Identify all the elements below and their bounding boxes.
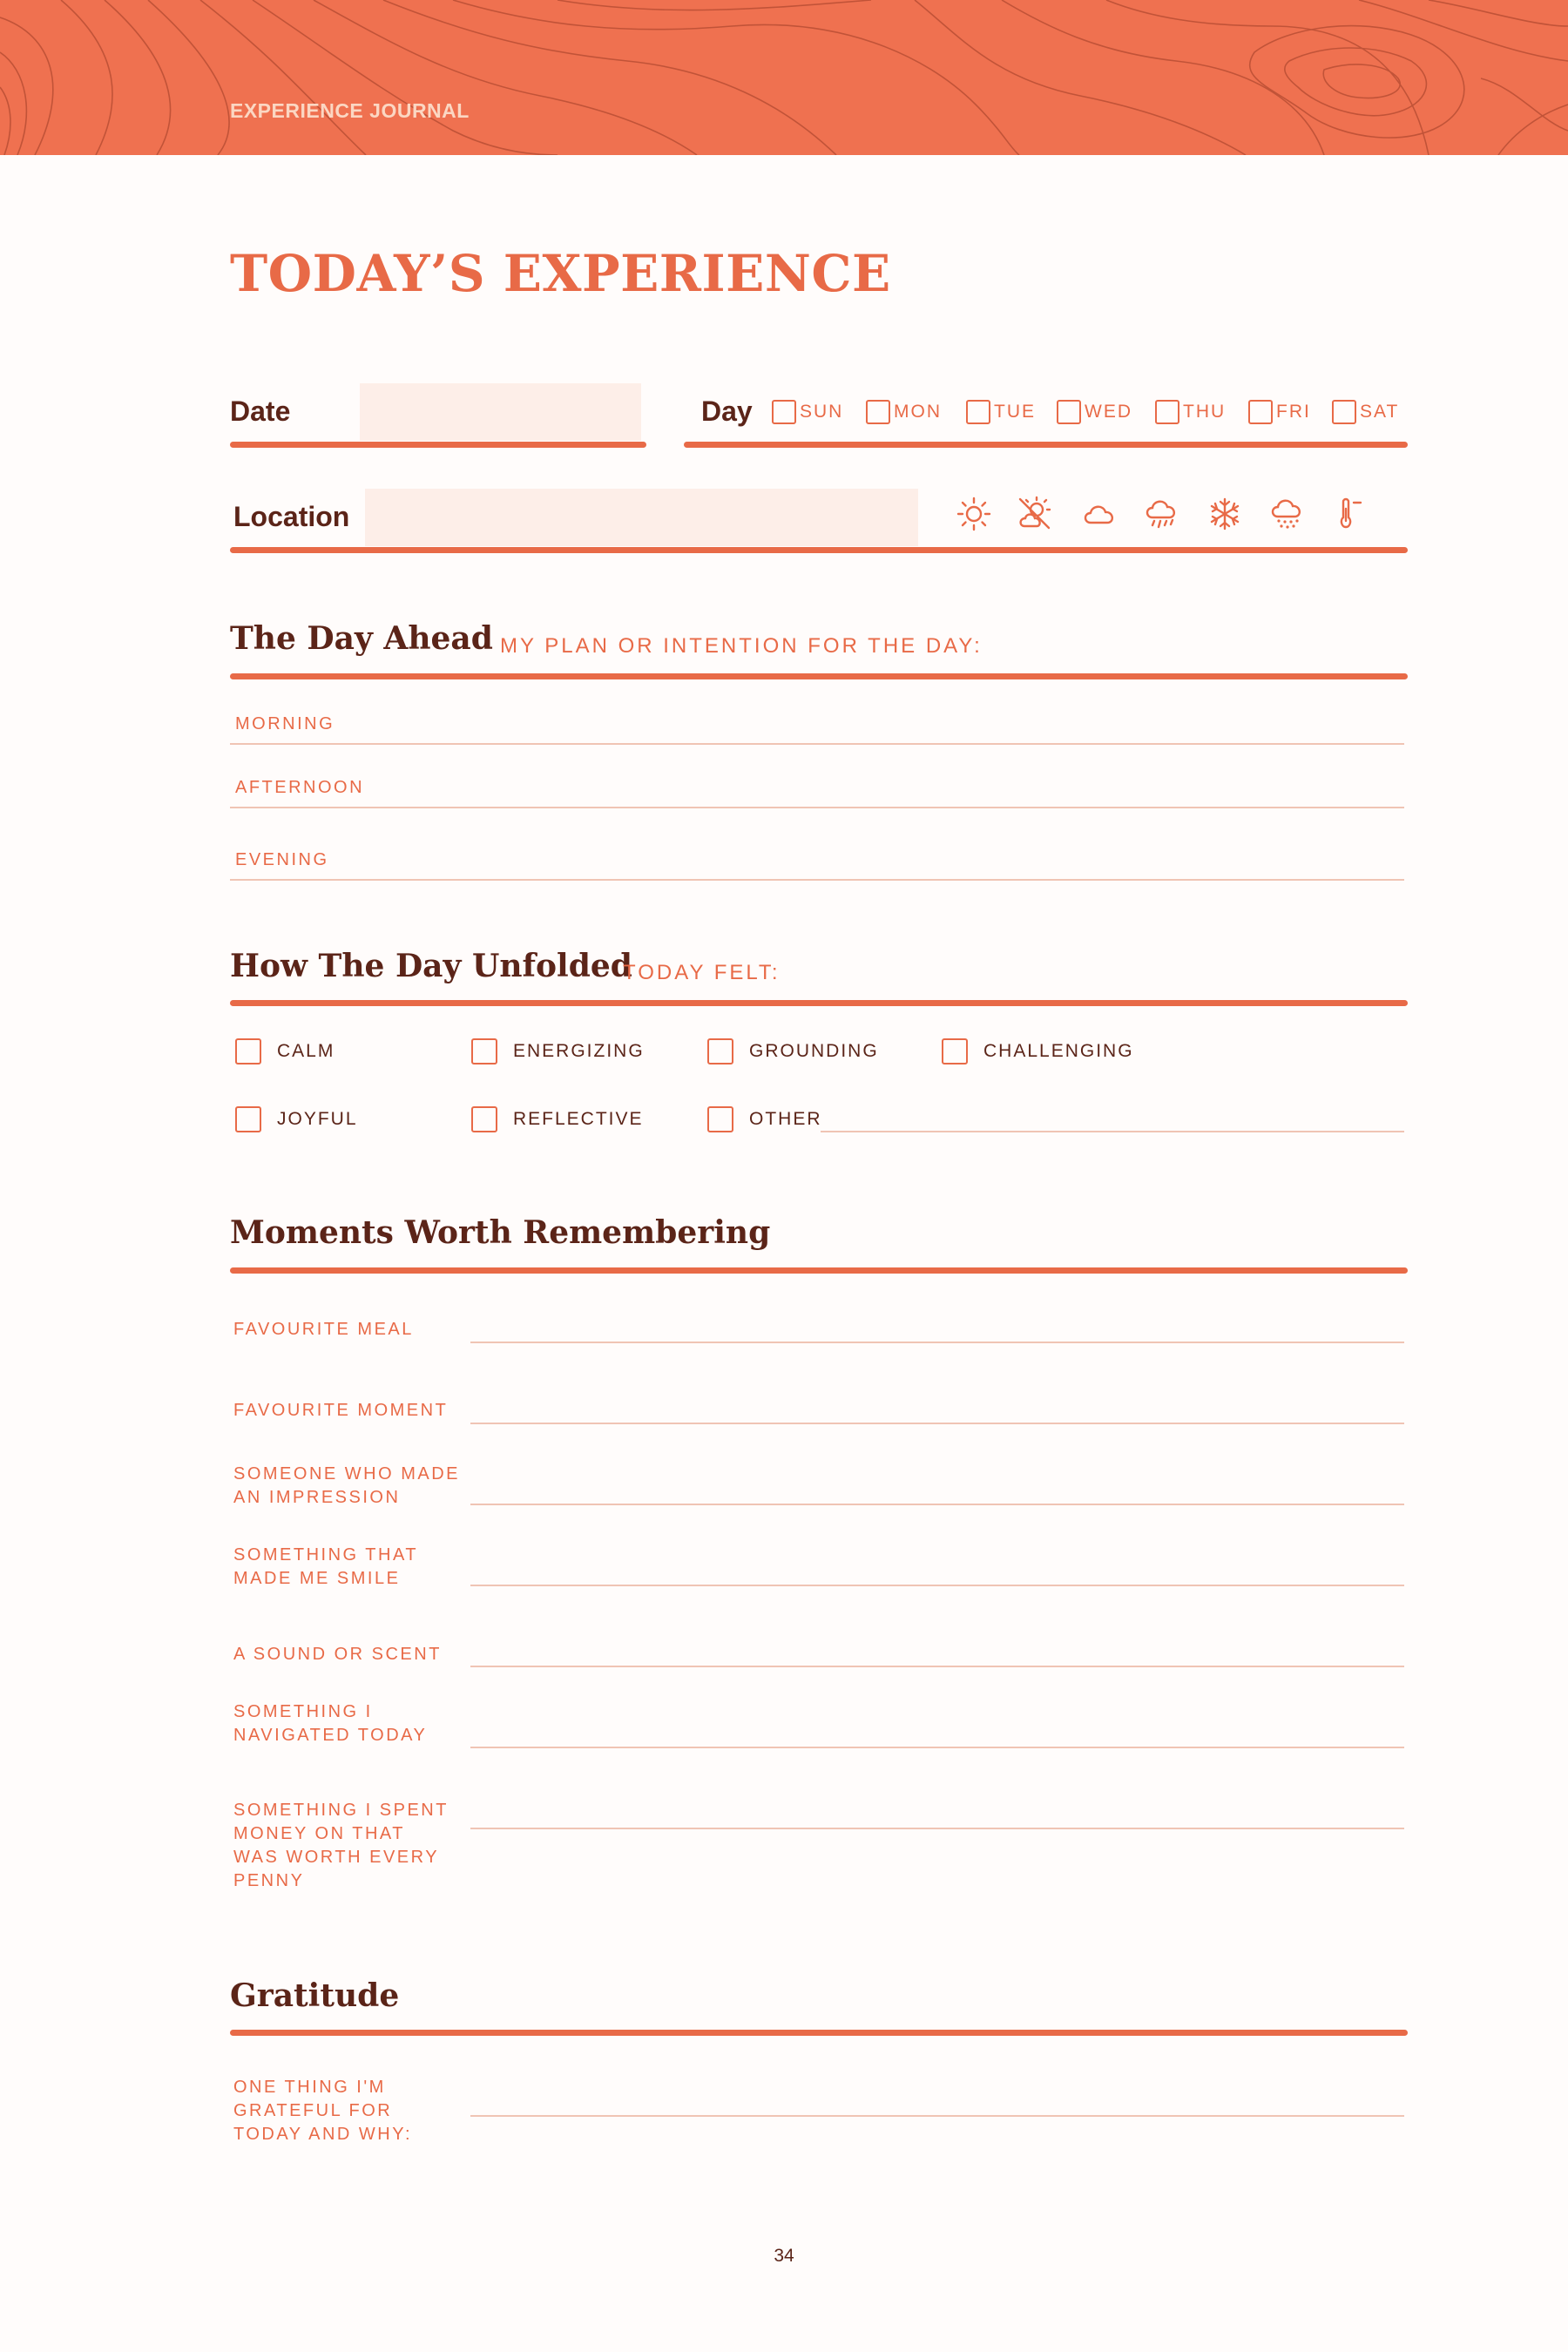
unfolded-subtitle: TODAY FELT: (623, 961, 781, 984)
day-option-sat[interactable]: SAT (1332, 397, 1399, 427)
thermometer-icon[interactable] (1331, 495, 1369, 533)
date-underline (230, 442, 646, 448)
mood-grounding[interactable]: GROUNDING (707, 1037, 879, 1066)
prompt-line[interactable] (470, 1666, 1404, 1667)
checkbox[interactable] (966, 400, 990, 424)
prompt-line[interactable] (470, 1828, 1404, 1829)
prompt-grateful: ONE THING I'M GRATEFUL FOR TODAY AND WHY: (233, 2078, 413, 2144)
prompt-line[interactable] (470, 1504, 1404, 1505)
evening-line[interactable] (230, 879, 1404, 881)
unfolded-rule (230, 1000, 1408, 1006)
afternoon-line[interactable] (230, 807, 1404, 808)
cloud-icon[interactable] (1080, 495, 1119, 533)
checkbox[interactable] (235, 1106, 261, 1132)
day-option-thu[interactable]: THU (1155, 397, 1226, 427)
evening-label: EVENING (235, 850, 329, 869)
checkbox[interactable] (866, 400, 890, 424)
day-ahead-subtitle: MY PLAN OR INTENTION FOR THE DAY: (500, 634, 983, 658)
prompt-line[interactable] (470, 1342, 1404, 1343)
checkbox[interactable] (1248, 400, 1273, 424)
day-ahead-rule (230, 673, 1408, 679)
rain-icon[interactable] (1143, 495, 1181, 533)
checkbox[interactable] (772, 400, 796, 424)
prompt-line[interactable] (470, 1747, 1404, 1748)
mood-challenging[interactable]: CHALLENGING (942, 1037, 1134, 1066)
checkbox[interactable] (707, 1038, 733, 1064)
day-option-sun[interactable]: SUN (772, 397, 843, 427)
location-underline (230, 547, 1408, 553)
moments-rule (230, 1267, 1408, 1274)
snowflake-icon[interactable] (1206, 495, 1244, 533)
prompt-favourite-moment: FAVOURITE MOMENT (233, 1401, 449, 1420)
checkbox[interactable] (235, 1038, 261, 1064)
partly-cloudy-icon[interactable] (1016, 495, 1054, 533)
prompt-line[interactable] (470, 1585, 1404, 1586)
date-field[interactable] (360, 383, 641, 441)
mood-reflective[interactable]: REFLECTIVE (471, 1105, 644, 1134)
snow-cloud-icon[interactable] (1268, 495, 1307, 533)
afternoon-label: AFTERNOON (235, 778, 365, 797)
prompt-smile: SOMETHING THAT MADE ME SMILE (233, 1545, 419, 1588)
day-option-fri[interactable]: FRI (1248, 397, 1311, 427)
moments-title: Moments Worth Remembering (230, 1214, 771, 1251)
journal-title: EXPERIENCE JOURNAL (230, 99, 470, 122)
date-label: Date (230, 395, 291, 427)
unfolded-title: How The Day Unfolded (230, 948, 632, 984)
prompt-navigated: SOMETHING I NAVIGATED TODAY (233, 1702, 428, 1745)
morning-line[interactable] (230, 743, 1404, 745)
mood-joyful[interactable]: JOYFUL (235, 1105, 358, 1134)
checkbox[interactable] (471, 1106, 497, 1132)
checkbox[interactable] (707, 1106, 733, 1132)
day-option-mon[interactable]: MON (866, 397, 942, 427)
day-option-tue[interactable]: TUE (966, 397, 1036, 427)
prompt-line[interactable] (470, 1423, 1404, 1424)
gratitude-title: Gratitude (230, 1977, 400, 2014)
page-title: TODAY’S EXPERIENCE (230, 244, 891, 303)
checkbox[interactable] (1057, 400, 1081, 424)
page-number: 34 (774, 2246, 794, 2266)
location-field[interactable] (365, 489, 918, 546)
day-ahead-title: The Day Ahead (230, 620, 493, 657)
location-label: Location (233, 501, 350, 532)
checkbox[interactable] (1155, 400, 1179, 424)
gratitude-line[interactable] (470, 2115, 1404, 2117)
checkbox[interactable] (1332, 400, 1356, 424)
other-line[interactable] (821, 1131, 1404, 1132)
checkbox[interactable] (942, 1038, 968, 1064)
prompt-money: SOMETHING I SPENT MONEY ON THAT WAS WORTH EVERY PENNY (233, 1801, 449, 1890)
day-underline (684, 442, 1408, 448)
mood-energizing[interactable]: ENERGIZING (471, 1037, 645, 1066)
prompt-someone: SOMEONE WHO MADE AN IMPRESSION (233, 1464, 461, 1507)
sun-icon[interactable] (955, 495, 993, 533)
topographic-pattern (0, 0, 1568, 155)
mood-calm[interactable]: CALM (235, 1037, 335, 1066)
gratitude-rule (230, 2030, 1408, 2036)
day-option-wed[interactable]: WED (1057, 397, 1132, 427)
prompt-favourite-meal: FAVOURITE MEAL (233, 1320, 414, 1339)
morning-label: MORNING (235, 714, 335, 733)
prompt-sound-scent: A SOUND OR SCENT (233, 1645, 442, 1664)
checkbox[interactable] (471, 1038, 497, 1064)
mood-other[interactable]: OTHER (707, 1105, 822, 1134)
day-label: Day (701, 395, 753, 427)
header-banner (0, 0, 1568, 155)
